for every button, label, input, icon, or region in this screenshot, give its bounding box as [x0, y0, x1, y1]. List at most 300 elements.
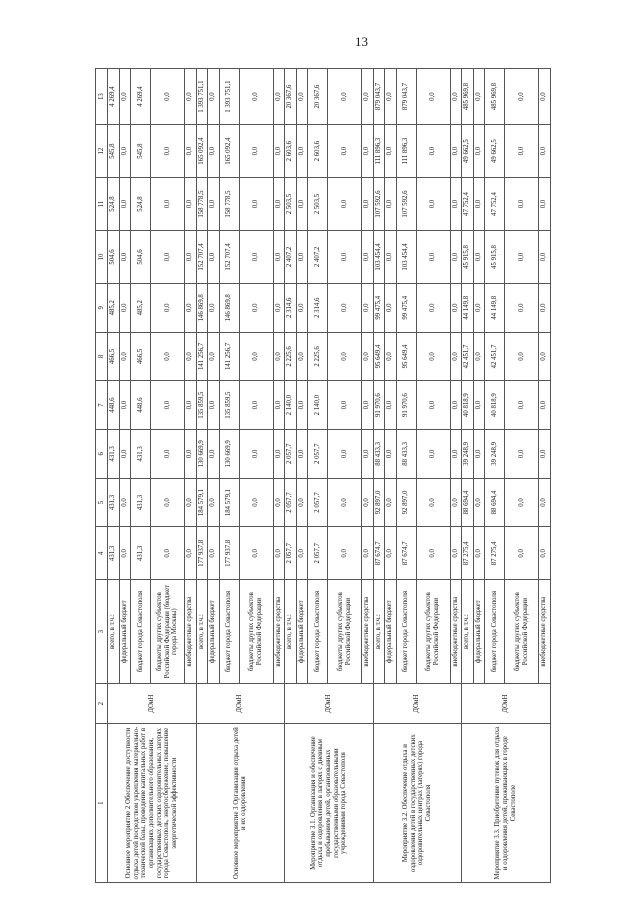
value-cell: 0,0 [416, 381, 450, 430]
value-cell: 0,0 [362, 332, 374, 381]
value-cell: 0,0 [450, 332, 462, 381]
value-cell: 95 649,4 [396, 332, 416, 381]
value-cell: 0,0 [362, 178, 374, 231]
value-cell: 146 869,8 [219, 283, 239, 332]
activity-name: Мероприятие 3.3. Приобретение путевок для отдыха и оздоровления детей, проживающих в городе Севастополе [462, 724, 551, 883]
value-cell: 0,0 [473, 429, 485, 478]
value-cell: 2 057,7 [285, 429, 297, 478]
funding-source: бюджет города Севастополя [308, 580, 328, 684]
value-cell: 0,0 [362, 527, 374, 580]
value-cell: 99 475,4 [396, 283, 416, 332]
value-cell: 0,0 [539, 69, 551, 125]
value-cell: 0,0 [505, 478, 539, 527]
value-cell: 2 503,5 [308, 178, 328, 231]
column-number-row [96, 69, 108, 883]
funding-source: бюджеты других субъектов Российской Федерации [328, 580, 362, 684]
value-cell: 4 269,4 [131, 69, 151, 125]
value-cell: 545,8 [108, 125, 120, 178]
column-number-1: 1 [96, 724, 108, 883]
value-cell: 0,0 [273, 381, 285, 430]
value-cell: 111 896,3 [396, 125, 416, 178]
value-cell: 0,0 [119, 178, 131, 231]
value-cell: 130 669,9 [196, 429, 208, 478]
value-cell: 0,0 [473, 231, 485, 284]
value-cell: 91 970,6 [396, 381, 416, 430]
value-cell: 103 454,4 [373, 231, 385, 284]
funding-source: всего, в т.ч.: [108, 580, 120, 684]
value-cell: 0,0 [296, 231, 308, 284]
value-cell: 0,0 [539, 231, 551, 284]
value-cell: 0,0 [473, 332, 485, 381]
value-cell: 0,0 [185, 527, 197, 580]
value-cell: 0,0 [328, 478, 362, 527]
funding-source: внебюджетные средства [539, 580, 551, 684]
value-cell: 158 778,5 [219, 178, 239, 231]
table-row [196, 69, 208, 883]
value-cell: 2 603,6 [308, 125, 328, 178]
value-cell: 0,0 [208, 478, 220, 527]
value-cell: 0,0 [450, 178, 462, 231]
column-number-13: 13 [96, 69, 108, 125]
page-number: 13 [355, 34, 368, 49]
value-cell: 92 897,0 [373, 478, 385, 527]
value-cell: 504,6 [108, 231, 120, 284]
value-cell: 88 433,3 [396, 429, 416, 478]
value-cell: 545,8 [131, 125, 151, 178]
value-cell: 0,0 [362, 429, 374, 478]
value-cell: 0,0 [151, 69, 185, 125]
value-cell: 0,0 [416, 478, 450, 527]
value-cell: 0,0 [362, 478, 374, 527]
value-cell: 0,0 [185, 478, 197, 527]
value-cell: 40 818,9 [462, 381, 474, 430]
value-cell: 0,0 [505, 527, 539, 580]
funding-source: внебюджетные средства [273, 580, 285, 684]
column-number-5: 5 [96, 478, 108, 527]
value-cell: 0,0 [505, 231, 539, 284]
value-cell: 0,0 [385, 69, 397, 125]
value-cell: 0,0 [505, 429, 539, 478]
value-cell: 87 275,4 [485, 527, 505, 580]
funding-source: внебюджетные средства [362, 580, 374, 684]
value-cell: 0,0 [539, 527, 551, 580]
funding-source: всего, в т.ч.: [373, 580, 385, 684]
value-cell: 42 451,7 [485, 332, 505, 381]
value-cell: 0,0 [450, 69, 462, 125]
value-cell: 0,0 [385, 125, 397, 178]
value-cell: 2 057,7 [308, 527, 328, 580]
value-cell: 0,0 [473, 478, 485, 527]
value-cell: 39 248,9 [485, 429, 505, 478]
value-cell: 0,0 [385, 283, 397, 332]
value-cell: 0,0 [296, 381, 308, 430]
value-cell: 0,0 [416, 332, 450, 381]
value-cell: 0,0 [385, 178, 397, 231]
funding-source: бюджеты других субъектов Российской Федерации [505, 580, 539, 684]
value-cell: 0,0 [450, 429, 462, 478]
funding-source: бюджеты других субъектов Российской Федерации [416, 580, 450, 684]
column-number-8: 8 [96, 332, 108, 381]
value-cell: 431,3 [131, 429, 151, 478]
value-cell: 177 937,8 [219, 527, 239, 580]
activity-name: Основное мероприятие 2 Обеспечение доступности отдыха детей посредством укрепления материально-технической базы, проведение капитальных работ в организациях дополнительного образования, государственных детских оздоровительных лагерях города Севастополь, энергосбережение, повышение энергетической эффективности [108, 724, 197, 883]
value-cell: 87 275,4 [462, 527, 474, 580]
funding-source: бюджет города Севастополя [131, 580, 151, 684]
value-cell: 0,0 [273, 69, 285, 125]
column-number-3: 3 [96, 580, 108, 684]
value-cell: 0,0 [239, 332, 273, 381]
value-cell: 0,0 [119, 332, 131, 381]
value-cell: 130 669,9 [219, 429, 239, 478]
value-cell: 2 314,6 [308, 283, 328, 332]
budget-table [95, 68, 551, 883]
value-cell: 0,0 [362, 125, 374, 178]
value-cell: 0,0 [505, 125, 539, 178]
value-cell: 0,0 [296, 527, 308, 580]
value-cell: 2 407,2 [308, 231, 328, 284]
value-cell: 0,0 [362, 381, 374, 430]
value-cell: 0,0 [151, 429, 185, 478]
column-number-2: 2 [96, 684, 108, 724]
value-cell: 0,0 [473, 283, 485, 332]
rotated-table-container [95, 68, 617, 883]
value-cell: 0,0 [450, 283, 462, 332]
value-cell: 0,0 [273, 478, 285, 527]
funding-source: бюджет города Севастополя [485, 580, 505, 684]
value-cell: 0,0 [505, 381, 539, 430]
value-cell: 111 896,3 [373, 125, 385, 178]
column-number-12: 12 [96, 125, 108, 178]
value-cell: 39 248,9 [462, 429, 474, 478]
funding-source: внебюджетные средства [450, 580, 462, 684]
value-cell: 0,0 [505, 283, 539, 332]
value-cell: 99 475,4 [373, 283, 385, 332]
value-cell: 146 869,8 [196, 283, 208, 332]
value-cell: 0,0 [385, 478, 397, 527]
rotated-table-area [95, 68, 617, 883]
value-cell: 0,0 [450, 527, 462, 580]
executor-cell: ДОиН [196, 684, 285, 724]
value-cell: 135 859,5 [219, 381, 239, 430]
funding-source: бюджеты других субъектов Российской Федерации (бюджет города Москвы) [151, 580, 185, 684]
value-cell: 2 140,0 [285, 381, 297, 430]
value-cell: 0,0 [239, 231, 273, 284]
value-cell: 0,0 [473, 381, 485, 430]
value-cell: 45 915,8 [485, 231, 505, 284]
value-cell: 1 393 751,1 [196, 69, 208, 125]
value-cell: 0,0 [151, 332, 185, 381]
value-cell: 0,0 [273, 332, 285, 381]
value-cell: 0,0 [296, 178, 308, 231]
value-cell: 485 969,8 [462, 69, 474, 125]
value-cell: 165 092,4 [219, 125, 239, 178]
value-cell: 141 256,7 [219, 332, 239, 381]
value-cell: 40 818,9 [485, 381, 505, 430]
value-cell: 4 269,4 [108, 69, 120, 125]
value-cell: 504,6 [131, 231, 151, 284]
value-cell: 152 707,4 [219, 231, 239, 284]
value-cell: 0,0 [185, 178, 197, 231]
value-cell: 165 092,4 [196, 125, 208, 178]
value-cell: 0,0 [208, 527, 220, 580]
value-cell: 49 662,5 [485, 125, 505, 178]
value-cell: 0,0 [385, 429, 397, 478]
value-cell: 0,0 [151, 527, 185, 580]
value-cell: 2 225,6 [285, 332, 297, 381]
value-cell: 2 314,6 [285, 283, 297, 332]
value-cell: 0,0 [539, 332, 551, 381]
value-cell: 448,6 [131, 381, 151, 430]
value-cell: 0,0 [296, 429, 308, 478]
value-cell: 45 915,8 [462, 231, 474, 284]
value-cell: 0,0 [505, 69, 539, 125]
value-cell: 0,0 [208, 381, 220, 430]
value-cell: 485,2 [131, 283, 151, 332]
value-cell: 0,0 [362, 231, 374, 284]
funding-source: всего, в т.ч.: [462, 580, 474, 684]
value-cell: 0,0 [450, 478, 462, 527]
value-cell: 0,0 [328, 231, 362, 284]
value-cell: 0,0 [208, 178, 220, 231]
value-cell: 0,0 [473, 69, 485, 125]
funding-source: федеральный бюджет [296, 580, 308, 684]
value-cell: 0,0 [208, 332, 220, 381]
value-cell: 87 674,7 [396, 527, 416, 580]
value-cell: 879 043,7 [396, 69, 416, 125]
value-cell: 0,0 [208, 429, 220, 478]
value-cell: 431,3 [108, 478, 120, 527]
value-cell: 1 393 751,1 [219, 69, 239, 125]
value-cell: 524,8 [108, 178, 120, 231]
value-cell: 431,3 [131, 527, 151, 580]
value-cell: 0,0 [296, 478, 308, 527]
value-cell: 42 451,7 [462, 332, 474, 381]
executor-cell: ДОиН [373, 684, 462, 724]
value-cell: 0,0 [328, 429, 362, 478]
value-cell: 177 937,8 [196, 527, 208, 580]
value-cell: 0,0 [296, 332, 308, 381]
value-cell: 0,0 [385, 231, 397, 284]
value-cell: 0,0 [119, 125, 131, 178]
value-cell: 0,0 [119, 381, 131, 430]
funding-source: бюджет города Севастополя [396, 580, 416, 684]
value-cell: 0,0 [539, 478, 551, 527]
value-cell: 2 057,7 [285, 478, 297, 527]
value-cell: 466,5 [108, 332, 120, 381]
value-cell: 0,0 [362, 283, 374, 332]
value-cell: 0,0 [539, 178, 551, 231]
value-cell: 431,3 [108, 527, 120, 580]
value-cell: 0,0 [185, 429, 197, 478]
value-cell: 0,0 [119, 231, 131, 284]
value-cell: 0,0 [185, 231, 197, 284]
value-cell: 0,0 [328, 283, 362, 332]
value-cell: 0,0 [328, 69, 362, 125]
value-cell: 0,0 [239, 69, 273, 125]
value-cell: 2 057,7 [308, 478, 328, 527]
funding-source: внебюджетные средства [185, 580, 197, 684]
value-cell: 0,0 [416, 231, 450, 284]
value-cell: 141 256,7 [196, 332, 208, 381]
value-cell: 0,0 [328, 381, 362, 430]
value-cell: 44 149,8 [485, 283, 505, 332]
value-cell: 184 579,1 [196, 478, 208, 527]
funding-source: федеральный бюджет [119, 580, 131, 684]
table-body [108, 69, 551, 883]
value-cell: 0,0 [208, 125, 220, 178]
value-cell: 0,0 [185, 332, 197, 381]
value-cell: 0,0 [296, 125, 308, 178]
value-cell: 0,0 [385, 381, 397, 430]
value-cell: 0,0 [239, 429, 273, 478]
value-cell: 0,0 [328, 527, 362, 580]
value-cell: 0,0 [239, 283, 273, 332]
activity-name: Основное мероприятие 3 Организация отдыха детей и их оздоровления [196, 724, 285, 883]
value-cell: 0,0 [473, 527, 485, 580]
value-cell: 0,0 [151, 283, 185, 332]
executor-cell: ДОиН [285, 684, 374, 724]
value-cell: 0,0 [539, 125, 551, 178]
value-cell: 0,0 [208, 283, 220, 332]
funding-source: всего, в т.ч.: [285, 580, 297, 684]
value-cell: 20 367,6 [285, 69, 297, 125]
value-cell: 0,0 [185, 283, 197, 332]
funding-source: всего, в т.ч.: [196, 580, 208, 684]
table-header [96, 69, 108, 883]
value-cell: 0,0 [450, 231, 462, 284]
value-cell: 0,0 [151, 231, 185, 284]
value-cell: 184 579,1 [219, 478, 239, 527]
value-cell: 0,0 [296, 69, 308, 125]
value-cell: 0,0 [505, 332, 539, 381]
value-cell: 0,0 [208, 69, 220, 125]
value-cell: 0,0 [416, 283, 450, 332]
funding-source: бюджеты других субъектов Российской Федерации [239, 580, 273, 684]
table-row [462, 69, 474, 883]
value-cell: 0,0 [328, 178, 362, 231]
value-cell: 524,8 [131, 178, 151, 231]
value-cell: 0,0 [416, 527, 450, 580]
value-cell: 0,0 [273, 527, 285, 580]
value-cell: 0,0 [185, 125, 197, 178]
value-cell: 44 149,8 [462, 283, 474, 332]
funding-source: федеральный бюджет [385, 580, 397, 684]
value-cell: 879 043,7 [373, 69, 385, 125]
value-cell: 92 897,0 [396, 478, 416, 527]
value-cell: 0,0 [151, 125, 185, 178]
value-cell: 0,0 [239, 478, 273, 527]
value-cell: 466,5 [131, 332, 151, 381]
value-cell: 0,0 [273, 283, 285, 332]
value-cell: 0,0 [473, 125, 485, 178]
value-cell: 47 752,4 [485, 178, 505, 231]
value-cell: 0,0 [416, 429, 450, 478]
value-cell: 2 407,2 [285, 231, 297, 284]
value-cell: 0,0 [328, 332, 362, 381]
value-cell: 2 057,7 [308, 429, 328, 478]
activity-name: Мероприятие 3.1. Организация и обеспечение отдыха и оздоровления в лагерях с дневным пребыванием детей, организованных государственными образовательными учреждениями города Севастополя [285, 724, 374, 883]
value-cell: 103 454,4 [396, 231, 416, 284]
value-cell: 0,0 [416, 178, 450, 231]
table-row [108, 69, 120, 883]
value-cell: 158 778,5 [196, 178, 208, 231]
value-cell: 0,0 [119, 283, 131, 332]
value-cell: 0,0 [119, 527, 131, 580]
column-number-4: 4 [96, 527, 108, 580]
value-cell: 0,0 [450, 125, 462, 178]
value-cell: 0,0 [450, 381, 462, 430]
value-cell: 0,0 [239, 527, 273, 580]
value-cell: 91 970,6 [373, 381, 385, 430]
value-cell: 0,0 [208, 231, 220, 284]
value-cell: 485 969,8 [485, 69, 505, 125]
value-cell: 0,0 [296, 283, 308, 332]
table-row [373, 69, 385, 883]
value-cell: 152 707,4 [196, 231, 208, 284]
value-cell: 0,0 [539, 283, 551, 332]
value-cell: 107 592,6 [373, 178, 385, 231]
value-cell: 0,0 [119, 69, 131, 125]
column-number-11: 11 [96, 178, 108, 231]
value-cell: 0,0 [273, 429, 285, 478]
value-cell: 485,2 [108, 283, 120, 332]
table-row [285, 69, 297, 883]
value-cell: 87 674,7 [373, 527, 385, 580]
value-cell: 0,0 [119, 429, 131, 478]
value-cell: 0,0 [385, 332, 397, 381]
value-cell: 20 367,6 [308, 69, 328, 125]
value-cell: 49 662,5 [462, 125, 474, 178]
executor-cell: ДОиН [462, 684, 551, 724]
value-cell: 0,0 [151, 178, 185, 231]
funding-source: федеральный бюджет [473, 580, 485, 684]
funding-source: федеральный бюджет [208, 580, 220, 684]
value-cell: 0,0 [151, 478, 185, 527]
executor-cell: ДОиН [108, 684, 197, 724]
value-cell: 0,0 [539, 429, 551, 478]
value-cell: 0,0 [362, 69, 374, 125]
funding-source: бюджет города Севастополя [219, 580, 239, 684]
value-cell: 0,0 [505, 178, 539, 231]
value-cell: 88 694,4 [462, 478, 474, 527]
value-cell: 2 225,6 [308, 332, 328, 381]
value-cell: 431,3 [108, 429, 120, 478]
value-cell: 2 603,6 [285, 125, 297, 178]
value-cell: 0,0 [151, 381, 185, 430]
value-cell: 448,6 [108, 381, 120, 430]
value-cell: 0,0 [239, 381, 273, 430]
value-cell: 0,0 [119, 478, 131, 527]
value-cell: 2 503,5 [285, 178, 297, 231]
activity-name: Мероприятие 3.2. Обеспечение отдыха и оздоровления детей в государственных детских оздоровительных центрах (лагерях) города Севастополя [373, 724, 462, 883]
value-cell: 107 592,6 [396, 178, 416, 231]
value-cell: 0,0 [328, 125, 362, 178]
value-cell: 0,0 [273, 231, 285, 284]
value-cell: 0,0 [239, 178, 273, 231]
column-number-10: 10 [96, 231, 108, 284]
value-cell: 47 752,4 [462, 178, 474, 231]
value-cell: 0,0 [273, 178, 285, 231]
value-cell: 0,0 [416, 69, 450, 125]
value-cell: 431,3 [131, 478, 151, 527]
value-cell: 0,0 [416, 125, 450, 178]
value-cell: 88 694,4 [485, 478, 505, 527]
value-cell: 2 140,0 [308, 381, 328, 430]
value-cell: 0,0 [239, 125, 273, 178]
value-cell: 0,0 [385, 527, 397, 580]
column-number-9: 9 [96, 283, 108, 332]
value-cell: 88 433,3 [373, 429, 385, 478]
